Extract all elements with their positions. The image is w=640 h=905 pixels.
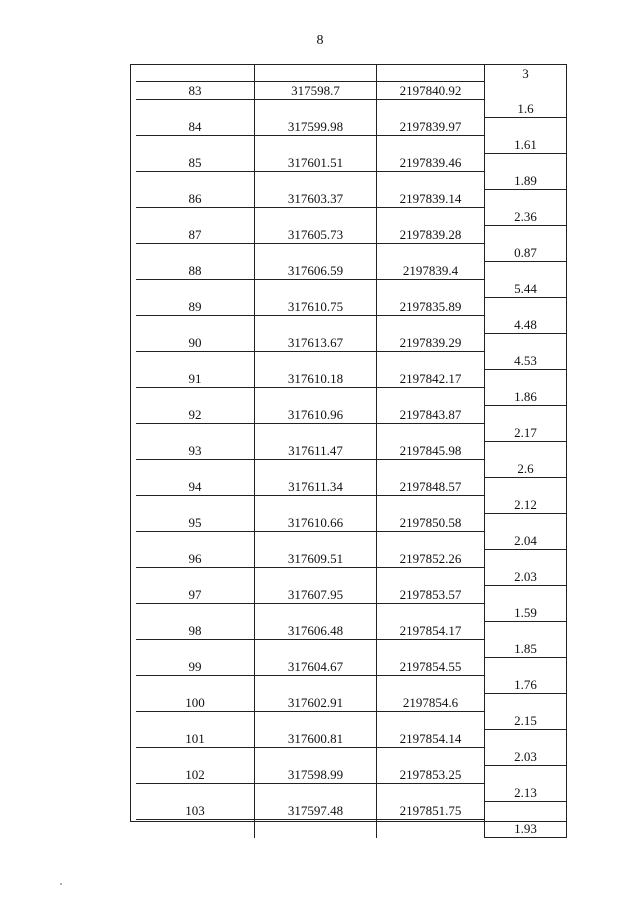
page-number: 8 <box>316 33 324 48</box>
cell-point: 102 <box>136 766 254 784</box>
cell-empty <box>376 532 484 550</box>
cell-distance: 4.53 <box>484 352 567 370</box>
cell-empty <box>254 712 376 730</box>
cell-empty <box>376 136 484 154</box>
distance-row <box>130 388 567 406</box>
table-row <box>130 406 567 424</box>
cell-x: 317600.81 <box>254 730 376 748</box>
cell-y: 2197852.26 <box>376 550 484 568</box>
cell-x: 317598.7 <box>254 82 376 100</box>
cell-empty <box>376 352 484 370</box>
table-row <box>130 658 567 676</box>
table-row <box>130 802 567 820</box>
cell-empty <box>484 514 567 532</box>
cell-distance: 1.86 <box>484 388 567 406</box>
cell-empty <box>254 604 376 622</box>
cell-empty <box>254 316 376 334</box>
cell-x: 317604.67 <box>254 658 376 676</box>
cell-y: 2197854.14 <box>376 730 484 748</box>
cell-empty <box>136 208 254 226</box>
distance-row <box>130 748 567 766</box>
cell-y: 2197850.58 <box>376 514 484 532</box>
cell-distance: 2.17 <box>484 424 567 442</box>
cell-empty <box>136 532 254 550</box>
cell-empty <box>136 280 254 298</box>
scan-speck <box>60 883 62 885</box>
cell-empty <box>254 172 376 190</box>
cell-point: 99 <box>136 658 254 676</box>
cell-empty <box>254 244 376 262</box>
distance-row <box>130 316 567 334</box>
cell-empty <box>136 352 254 370</box>
cell-point: 83 <box>136 82 254 100</box>
cell-empty <box>136 676 254 694</box>
cell-y: 2197851.75 <box>376 802 484 820</box>
cell-empty <box>254 676 376 694</box>
cell-distance: 0.87 <box>484 244 567 262</box>
cell-empty <box>376 280 484 298</box>
table-row <box>130 82 567 100</box>
cell-y: 2197839.46 <box>376 154 484 172</box>
cell-point: 100 <box>136 694 254 712</box>
cell-x: 317601.51 <box>254 154 376 172</box>
cell-distance: 2.15 <box>484 712 567 730</box>
table-row <box>130 730 567 748</box>
cell-empty <box>136 784 254 802</box>
table-row <box>130 514 567 532</box>
distance-row <box>130 820 567 838</box>
cell-empty <box>254 352 376 370</box>
cell-x: 317613.67 <box>254 334 376 352</box>
table-row <box>130 622 567 640</box>
cell-empty <box>484 694 567 712</box>
cell-empty <box>484 406 567 424</box>
table-row <box>130 262 567 280</box>
table-row <box>130 478 567 496</box>
cell-empty <box>484 334 567 352</box>
cell-empty <box>136 748 254 766</box>
cell-x: 317606.48 <box>254 622 376 640</box>
cell-empty <box>376 388 484 406</box>
table-row <box>130 226 567 244</box>
cell-empty <box>376 316 484 334</box>
cell-empty <box>484 658 567 676</box>
cell-x: 317610.75 <box>254 298 376 316</box>
cell-y: 2197842.17 <box>376 370 484 388</box>
table-row <box>130 190 567 208</box>
cell-empty <box>254 820 376 838</box>
cell-distance: 2.03 <box>484 748 567 766</box>
table-row <box>130 694 567 712</box>
cell-empty <box>136 568 254 586</box>
cell-y: 2197845.98 <box>376 442 484 460</box>
cell-empty <box>136 244 254 262</box>
distance-row <box>130 712 567 730</box>
cell-distance: 1.93 <box>484 820 567 838</box>
cell-empty <box>254 784 376 802</box>
cell-empty <box>376 748 484 766</box>
cell-empty <box>484 586 567 604</box>
cell-y: 2197854.6 <box>376 694 484 712</box>
cell-distance: 2.04 <box>484 532 567 550</box>
cell-empty <box>254 568 376 586</box>
cell-empty <box>136 100 254 118</box>
cell-empty <box>484 190 567 208</box>
cell-y: 2197853.57 <box>376 586 484 604</box>
distance-row <box>130 568 567 586</box>
cell-distance: 5.44 <box>484 280 567 298</box>
cell-y: 2197853.25 <box>376 766 484 784</box>
cell-empty <box>484 262 567 280</box>
cell-empty <box>254 460 376 478</box>
distance-row <box>130 352 567 370</box>
cell-empty <box>254 532 376 550</box>
cell-y: 2197839.28 <box>376 226 484 244</box>
cell-x: 317606.59 <box>254 262 376 280</box>
cell-x: 317611.34 <box>254 478 376 496</box>
cell-x: 317602.91 <box>254 694 376 712</box>
cell-x: 317610.96 <box>254 406 376 424</box>
cell-y: 2197839.4 <box>376 262 484 280</box>
cell-empty <box>376 676 484 694</box>
cell-point: 90 <box>136 334 254 352</box>
distance-row <box>130 100 567 118</box>
cell-empty <box>484 370 567 388</box>
cell-point: 85 <box>136 154 254 172</box>
cell-distance: 1.85 <box>484 640 567 658</box>
cell-empty <box>484 622 567 640</box>
cell-empty <box>376 604 484 622</box>
distance-row <box>130 640 567 658</box>
table-row <box>130 586 567 604</box>
cell-empty <box>376 820 484 838</box>
cell-distance: 2.6 <box>484 460 567 478</box>
header-cell-dist: 3 <box>484 65 567 82</box>
cell-y: 2197854.55 <box>376 658 484 676</box>
cell-empty <box>376 784 484 802</box>
cell-x: 317599.98 <box>254 118 376 136</box>
cell-empty <box>376 208 484 226</box>
cell-empty <box>484 442 567 460</box>
cell-empty <box>376 496 484 514</box>
cell-y: 2197839.14 <box>376 190 484 208</box>
cell-empty <box>136 820 254 838</box>
cell-empty <box>254 424 376 442</box>
cell-x: 317611.47 <box>254 442 376 460</box>
distance-row <box>130 604 567 622</box>
cell-point: 91 <box>136 370 254 388</box>
cell-y: 2197840.92 <box>376 82 484 100</box>
cell-distance: 1.6 <box>484 100 567 118</box>
distance-row <box>130 172 567 190</box>
cell-empty <box>136 712 254 730</box>
cell-x: 317610.18 <box>254 370 376 388</box>
cell-empty <box>136 136 254 154</box>
cell-y: 2197839.29 <box>376 334 484 352</box>
cell-point: 98 <box>136 622 254 640</box>
cell-distance: 1.89 <box>484 172 567 190</box>
cell-x: 317598.99 <box>254 766 376 784</box>
cell-distance: 2.36 <box>484 208 567 226</box>
cell-empty <box>254 208 376 226</box>
cell-empty <box>484 82 567 100</box>
cell-distance: 1.59 <box>484 604 567 622</box>
cell-empty <box>136 640 254 658</box>
cell-point: 88 <box>136 262 254 280</box>
cell-empty <box>136 424 254 442</box>
cell-y: 2197835.89 <box>376 298 484 316</box>
cell-distance: 1.76 <box>484 676 567 694</box>
cell-empty <box>376 172 484 190</box>
cell-empty <box>484 802 567 820</box>
cell-empty <box>484 154 567 172</box>
cell-empty <box>136 316 254 334</box>
cell-empty <box>254 640 376 658</box>
header-cell-x <box>254 65 376 82</box>
cell-y: 2197843.87 <box>376 406 484 424</box>
cell-point: 86 <box>136 190 254 208</box>
cell-point: 97 <box>136 586 254 604</box>
cell-empty <box>254 388 376 406</box>
distance-row <box>130 460 567 478</box>
table-row <box>130 334 567 352</box>
distance-row <box>130 424 567 442</box>
cell-empty <box>254 100 376 118</box>
cell-distance: 1.61 <box>484 136 567 154</box>
cell-empty <box>376 568 484 586</box>
table-row <box>130 154 567 172</box>
cell-empty <box>376 460 484 478</box>
cell-point: 89 <box>136 298 254 316</box>
table-row <box>130 118 567 136</box>
cell-x: 317603.37 <box>254 190 376 208</box>
cell-empty <box>254 136 376 154</box>
header-cell-y <box>376 65 484 82</box>
cell-empty <box>376 424 484 442</box>
cell-empty <box>254 748 376 766</box>
table-row <box>130 766 567 784</box>
cell-empty <box>136 604 254 622</box>
distance-row <box>130 244 567 262</box>
cell-y: 2197848.57 <box>376 478 484 496</box>
cell-empty <box>484 550 567 568</box>
cell-x: 317597.48 <box>254 802 376 820</box>
table-row <box>130 370 567 388</box>
cell-empty <box>376 712 484 730</box>
cell-empty <box>136 388 254 406</box>
cell-point: 103 <box>136 802 254 820</box>
cell-empty <box>376 100 484 118</box>
cell-point: 84 <box>136 118 254 136</box>
table-row <box>130 442 567 460</box>
cell-x: 317607.95 <box>254 586 376 604</box>
header-cell-point <box>136 65 254 82</box>
cell-empty <box>376 640 484 658</box>
cell-x: 317610.66 <box>254 514 376 532</box>
table-header-row <box>130 64 567 82</box>
cell-empty <box>484 478 567 496</box>
cell-point: 93 <box>136 442 254 460</box>
cell-distance: 2.12 <box>484 496 567 514</box>
cell-point: 96 <box>136 550 254 568</box>
table-row <box>130 550 567 568</box>
cell-empty <box>254 280 376 298</box>
coordinates-table <box>130 64 567 838</box>
cell-x: 317605.73 <box>254 226 376 244</box>
distance-row <box>130 136 567 154</box>
distance-row <box>130 532 567 550</box>
cell-point: 92 <box>136 406 254 424</box>
cell-empty <box>376 244 484 262</box>
cell-empty <box>484 730 567 748</box>
distance-row <box>130 676 567 694</box>
distance-row <box>130 208 567 226</box>
cell-point: 87 <box>136 226 254 244</box>
cell-y: 2197854.17 <box>376 622 484 640</box>
distance-row <box>130 280 567 298</box>
cell-empty <box>136 172 254 190</box>
cell-point: 95 <box>136 514 254 532</box>
table-row <box>130 298 567 316</box>
cell-empty <box>484 766 567 784</box>
cell-empty <box>484 226 567 244</box>
distance-row <box>130 496 567 514</box>
cell-point: 101 <box>136 730 254 748</box>
cell-distance: 4.48 <box>484 316 567 334</box>
cell-distance: 2.13 <box>484 784 567 802</box>
cell-empty <box>484 118 567 136</box>
distance-row <box>130 784 567 802</box>
cell-x: 317609.51 <box>254 550 376 568</box>
cell-distance: 2.03 <box>484 568 567 586</box>
cell-point: 94 <box>136 478 254 496</box>
cell-y: 2197839.97 <box>376 118 484 136</box>
cell-empty <box>254 496 376 514</box>
cell-empty <box>136 496 254 514</box>
cell-empty <box>136 460 254 478</box>
cell-empty <box>484 298 567 316</box>
